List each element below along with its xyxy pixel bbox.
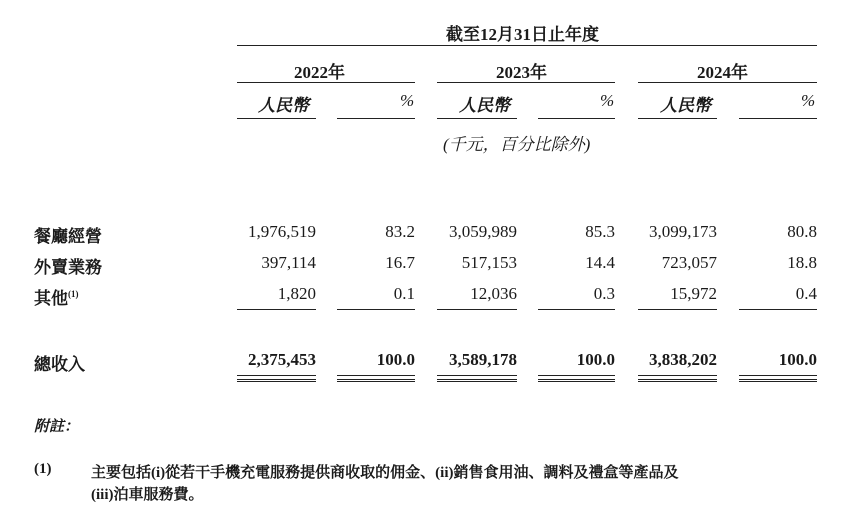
notes-title: 附註：: [34, 419, 80, 435]
col-currency-2024: 人民幣: [660, 96, 711, 115]
col-rule-6: [739, 118, 817, 119]
col-rule-4: [538, 118, 615, 119]
cell: 18.8: [787, 253, 817, 272]
total-double-rule: [538, 375, 615, 380]
year-rule-2024: [638, 82, 817, 83]
cell: 16.7: [385, 253, 415, 272]
cell: 15,972: [670, 284, 717, 303]
year-2024: 2024年: [697, 63, 748, 82]
period-header: 截至12月31日止年度: [446, 25, 599, 44]
total-double-rule: [739, 375, 817, 380]
col-currency-2023: 人民幣: [459, 96, 510, 115]
row-label: [34, 284, 79, 309]
col-rule-5: [638, 118, 717, 119]
row-label: 餐廳經營: [34, 227, 102, 246]
total-double-rule: [739, 381, 817, 382]
total-double-rule: [538, 381, 615, 382]
cell: 517,153: [461, 253, 517, 272]
col-percent-2023: %: [600, 91, 615, 110]
cell: 14.4: [585, 253, 615, 272]
subtotal-rule: [638, 309, 717, 310]
col-rule-1: [237, 118, 316, 119]
col-percent-2024: %: [801, 91, 816, 110]
cell: 0.4: [795, 284, 817, 303]
total-double-rule: [337, 375, 415, 380]
note-line: 主要包括(i)從若干手機充電服務提供商收取的佣金、(ii)銷售食用油、調料及禮盒等產品及: [91, 465, 679, 481]
total-double-rule: [437, 375, 517, 380]
row-label-text: 其他: [34, 289, 68, 308]
note-number: (1): [34, 461, 52, 477]
total-double-rule: [638, 375, 717, 380]
total-double-rule: [638, 381, 717, 382]
col-rule-2: [337, 118, 415, 119]
col-rule-3: [437, 118, 517, 119]
cell: 80.8: [787, 222, 817, 241]
total-cell: 3,838,202: [649, 350, 717, 369]
year-rule-2022: [237, 82, 415, 83]
total-double-rule: [437, 381, 517, 382]
cell: 0.1: [393, 284, 415, 303]
subtotal-rule: [437, 309, 517, 310]
subtotal-rule: [337, 309, 415, 310]
subtotal-rule: [739, 309, 817, 310]
cell: 0.3: [593, 284, 615, 303]
total-label: 總收入: [34, 355, 85, 374]
note-line: (iii)泊車服務費。: [91, 487, 204, 503]
year-2022: 2022年: [294, 63, 345, 82]
cell: 3,059,989: [449, 222, 517, 241]
cell: 397,114: [261, 253, 316, 272]
row-label: 外賣業務: [34, 258, 102, 277]
year-2023: 2023年: [496, 63, 547, 82]
total-cell: 100.0: [576, 350, 615, 369]
cell: 83.2: [385, 222, 415, 241]
total-cell: 100.0: [778, 350, 817, 369]
total-cell: 2,375,453: [248, 350, 316, 369]
subtotal-rule: [237, 309, 316, 310]
period-rule: [237, 45, 817, 46]
year-rule-2023: [437, 82, 615, 83]
footnote-ref: (1): [68, 289, 79, 299]
cell: 723,057: [661, 253, 717, 272]
col-currency-2022: 人民幣: [258, 96, 309, 115]
total-double-rule: [237, 375, 316, 380]
cell: 3,099,173: [649, 222, 717, 241]
unit-note: (千元，百分比除外): [443, 135, 591, 154]
cell: 12,036: [470, 284, 517, 303]
cell: 1,820: [277, 284, 316, 303]
cell: 85.3: [585, 222, 615, 241]
total-double-rule: [337, 381, 415, 382]
total-double-rule: [237, 381, 316, 382]
total-cell: 3,589,178: [449, 350, 517, 369]
cell: 1,976,519: [248, 222, 316, 241]
col-percent-2022: %: [400, 91, 415, 110]
subtotal-rule: [538, 309, 615, 310]
total-cell: 100.0: [376, 350, 415, 369]
